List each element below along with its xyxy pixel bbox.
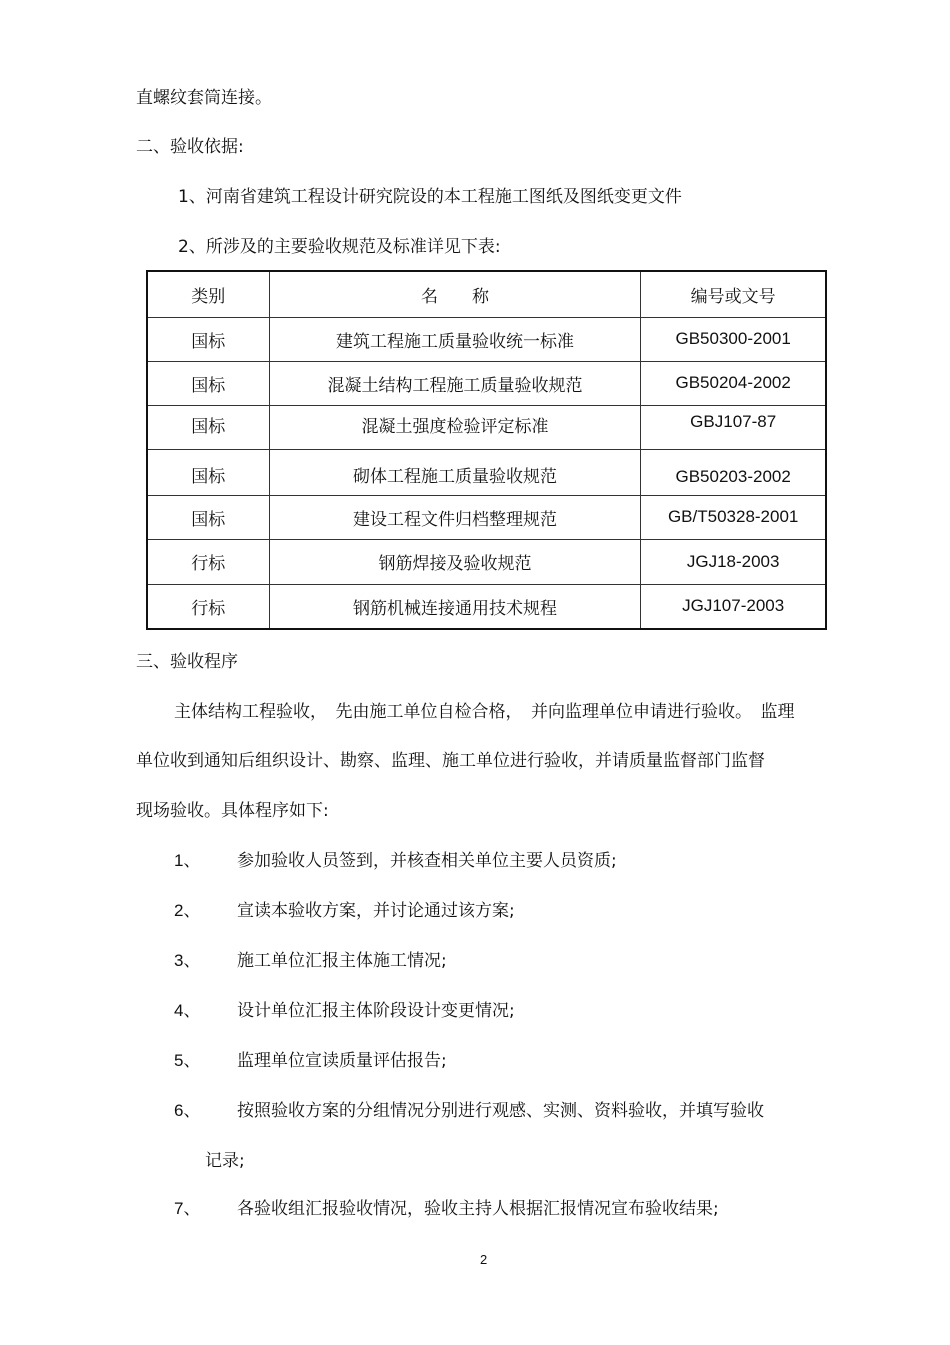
cell-code: GB50300-2001 [641, 317, 826, 361]
page-number: 2 [480, 1252, 488, 1267]
step-number: 4、 [174, 1001, 201, 1020]
cell-name: 混凝土强度检验评定标准 [269, 405, 641, 449]
step-text: 设计单位汇报主体阶段设计变更情况; [237, 1001, 515, 1021]
step-number: 7、 [174, 1199, 201, 1218]
step-text: 参加验收人员签到，并核查相关单位主要人员资质; [237, 851, 617, 871]
section2-item1: 1、河南省建筑工程设计研究院设的本工程施工图纸及图纸变更文件 [178, 187, 682, 207]
cell-category: 国标 [147, 495, 269, 539]
intro-line: 直螺纹套筒连接。 [136, 88, 272, 108]
step-number: 5、 [174, 1051, 201, 1070]
step-number: 6、 [174, 1101, 201, 1120]
header-code: 编号或文号 [641, 271, 826, 317]
section3-para-line2: 单位收到通知后组织设计、勘察、监理、施工单位进行验收，并请质量监督部门监督 [136, 751, 765, 771]
section2-item2: 2、所涉及的主要验收规范及标准详见下表: [178, 237, 501, 257]
cell-name: 混凝土结构工程施工质量验收规范 [269, 361, 641, 405]
cell-category: 行标 [147, 539, 269, 584]
cell-code: GBJ107-87 [641, 405, 826, 449]
section3-heading: 三、验收程序 [136, 652, 238, 672]
table-row [147, 317, 826, 361]
header-name: 名 称 [269, 271, 641, 317]
step-text: 监理单位宣读质量评估报告; [237, 1051, 447, 1071]
cell-name: 钢筋焊接及验收规范 [269, 539, 641, 584]
header-category: 类别 [147, 271, 269, 317]
table-row [147, 539, 826, 584]
cell-name: 建筑工程施工质量验收统一标准 [269, 317, 641, 361]
step-number: 3、 [174, 951, 201, 970]
section3-para-line1: 主体结构工程验收， 先由施工单位自检合格， 并向监理单位申请进行验收。 监理 [174, 702, 795, 722]
cell-name: 钢筋机械连接通用技术规程 [269, 584, 641, 629]
step-number: 1、 [174, 851, 201, 870]
table-row [147, 495, 826, 539]
cell-category: 国标 [147, 361, 269, 405]
cell-category: 国标 [147, 405, 269, 449]
cell-code: GB/T50328-2001 [641, 495, 826, 539]
step-text-continuation: 记录; [205, 1151, 245, 1171]
step-text: 宣读本验收方案，并讨论通过该方案; [237, 901, 515, 921]
table-row [147, 584, 826, 629]
cell-category: 国标 [147, 317, 269, 361]
cell-code: GB50203-2002 [641, 449, 826, 495]
step-text: 按照验收方案的分组情况分别进行观感、实测、资料验收，并填写验收 [237, 1101, 764, 1121]
step-text: 施工单位汇报主体施工情况; [237, 951, 447, 971]
standards-table [146, 270, 827, 630]
section2-heading: 二、验收依据: [136, 137, 244, 157]
table-row [147, 361, 826, 405]
cell-category: 国标 [147, 449, 269, 495]
cell-code: JGJ18-2003 [641, 539, 826, 584]
section3-para-line3: 现场验收。具体程序如下: [136, 801, 329, 821]
table-header-row [147, 271, 826, 317]
cell-code: GB50204-2002 [641, 361, 826, 405]
table-row [147, 405, 826, 449]
step-number: 2、 [174, 901, 201, 920]
step-text: 各验收组汇报验收情况，验收主持人根据汇报情况宣布验收结果; [237, 1199, 719, 1219]
cell-name: 建设工程文件归档整理规范 [269, 495, 641, 539]
cell-category: 行标 [147, 584, 269, 629]
table-row [147, 449, 826, 495]
cell-name: 砌体工程施工质量验收规范 [269, 449, 641, 495]
cell-code: JGJ107-2003 [641, 584, 826, 629]
